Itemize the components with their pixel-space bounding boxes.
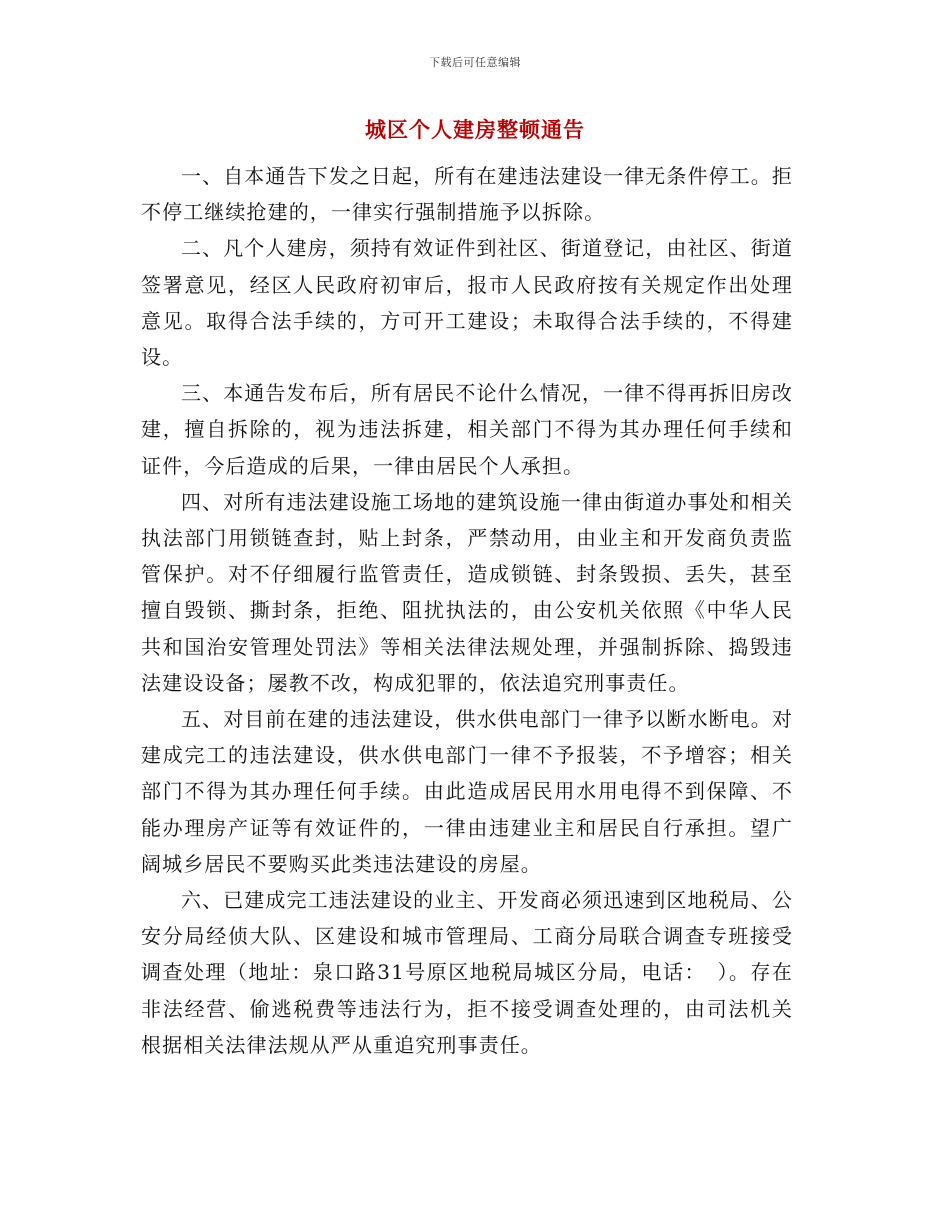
clause-1-paragraph: 一、自本通告下发之日起，所有在建违法建设一律无条件停工。拒不停工继续抢建的，一律实行强制措施予以拆除。 [141,164,793,225]
header-note: 下载后可任意编辑 [429,56,521,69]
clause-5-paragraph: 五、对目前在建的违法建设，供水供电部门一律予以断水断电。对建成完工的违法建设，供水供电部门一律不予报装，不予增容；相关部门不得为其办理任何手续。由此造成居民用水用电得不到保障、不能办理房产证等有效证件的，一律由违建业主和居民自行承担。望广阔城乡居民不要购买此类违法建设的房屋。 [141,707,793,876]
document-title: 城区个人建房整顿通告 [365,117,585,142]
clause-6-paragraph: 六、已建成完工违法建设的业主、开发商必须迅速到区地税局、公安分局经侦大队、区建设和城市管理局、工商分局联合调查专班接受调查处理（地址：泉口路31号原区地税局城区分局，电话： ）。存在非法经营、偷逃税费等违法行为，拒不接受调查处理的，由司法机关根据相关法律法规从严从重追究刑事责任。 [141,888,793,1057]
clause-4-paragraph: 四、对所有违法建设施工场地的建筑设施一律由街道办事处和相关执法部门用锁链查封，贴上封条，严禁动用，由业主和开发商负责监管保护。对不仔细履行监管责任，造成锁链、封条毁损、丢失，甚至擅自毁锁、撕封条，拒绝、阻扰执法的，由公安机关依照《中华人民共和国治安管理处罚法》等相关法律法规处理，并强制拆除、捣毁违法建设设备；屡教不改，构成犯罪的，依法追究刑事责任。 [141,489,793,695]
clause-2-paragraph: 二、凡个人建房，须持有效证件到社区、街道登记，由社区、街道签署意见，经区人民政府初审后，报市人民政府按有关规定作出处理意见。取得合法手续的，方可开工建设；未取得合法手续的，不得建设。 [141,236,793,370]
document-body [141,158,793,1063]
clause-3-paragraph: 三、本通告发布后，所有居民不论什么情况，一律不得再拆旧房改建，擅自拆除的，视为违法拆建，相关部门不得为其办理任何手续和证件，今后造成的后果，一律由居民个人承担。 [141,381,793,478]
